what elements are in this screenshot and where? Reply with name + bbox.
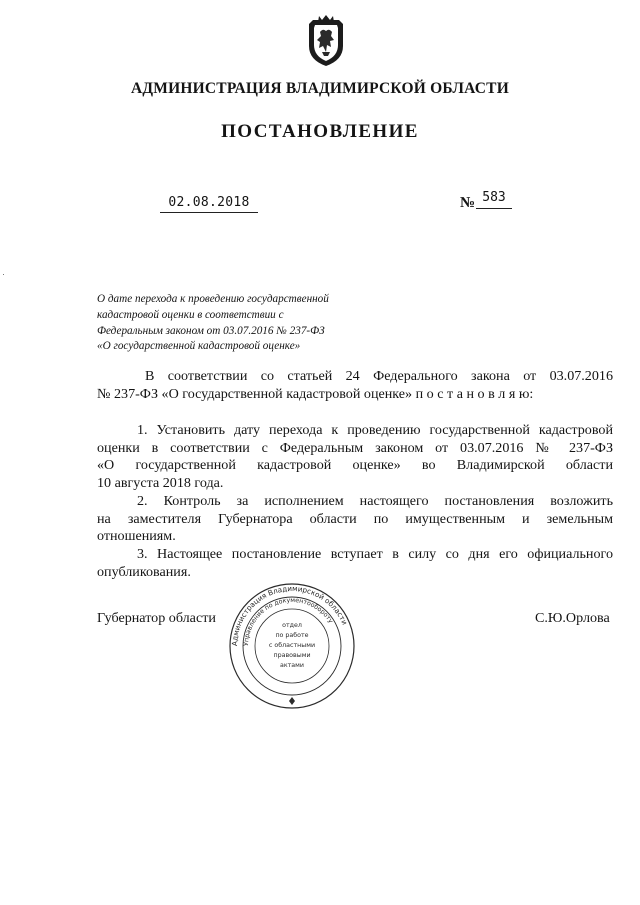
number-sign: № (460, 195, 476, 211)
body-line: отношениям. (97, 528, 176, 545)
stamp-center-line: правовыми (273, 652, 311, 659)
preamble-paragraph (97, 368, 613, 403)
body-line: 3. Настоящее постановление вступает в силу со дня его официального (137, 546, 613, 562)
body-line: 2. Контроль за исполнением настоящего постановления возложить (137, 493, 613, 509)
body-line: «О государственной кадастровой оценке» во Владимирской области (97, 457, 613, 474)
body-line: 10 августа 2018 года. (97, 474, 224, 491)
document-type-title: ПОСТАНОВЛЕНИЕ (221, 121, 419, 142)
item-1-paragraph (97, 422, 613, 492)
subject-line: Федеральным законом от 03.07.2016 № 237-ФЗ (97, 324, 325, 337)
stamp-outer-text: Администрация Владимирской области (229, 583, 350, 647)
body-line: 1. Установить дату перехода к проведению государственной кадастровой (137, 422, 613, 438)
coat-of-arms-icon (303, 14, 349, 68)
document-subject (97, 292, 397, 355)
body-line: опубликования. (97, 563, 191, 580)
document-date: 02.08.2018 (160, 194, 258, 213)
stamp-center-line: актами (279, 662, 305, 669)
body-line: В соответствии со статьей 24 Федерального закона от 03.07.2016 (145, 368, 613, 384)
subject-line: «О государственной кадастровой оценке» (97, 340, 301, 353)
body-line: на заместителя Губернатора области по имущественным и земельным (97, 510, 613, 527)
stamp-inner-text: Управление по документообороту (242, 596, 335, 647)
body-line: оценки в соответствии с Федеральным законом от 03.07.2016 № 237-ФЗ (97, 439, 613, 456)
organization-name: АДМИНИСТРАЦИЯ ВЛАДИМИРСКОЙ ОБЛАСТИ (131, 80, 509, 97)
stamp-center-line: по работе (275, 632, 309, 639)
signatory-title: Губернатор области (97, 610, 216, 626)
stamp-center-line: отдел (282, 622, 302, 629)
stamp-center-line: с областными (268, 642, 316, 649)
document-number: 583 (476, 188, 512, 209)
subject-line: О дате перехода к проведению государственной (97, 293, 329, 305)
official-stamp (226, 580, 358, 712)
item-3-paragraph (97, 546, 613, 581)
body-line: № 237-ФЗ «О государственной кадастровой оценке» п о с т а н о в л я ю: (97, 385, 534, 402)
signatory-name: С.Ю.Орлова (535, 610, 610, 626)
subject-line: кадастровой оценки в соответствии с (97, 308, 284, 321)
stamp-ornament-icon (289, 697, 295, 705)
scan-artifact (3, 274, 4, 275)
item-2-paragraph (97, 493, 613, 546)
